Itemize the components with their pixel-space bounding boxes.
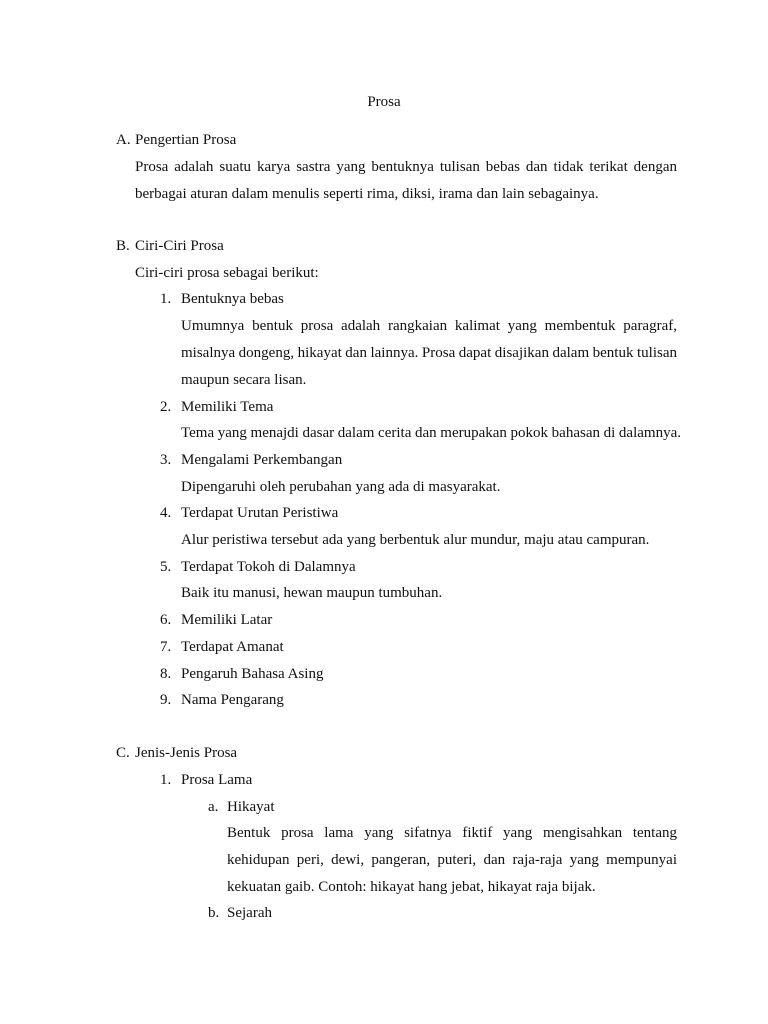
section-a-label: A.: [116, 132, 131, 148]
list-number: 5.: [160, 559, 172, 575]
list-item-title: Terdapat Urutan Peristiwa: [181, 505, 339, 521]
list-number: 1.: [160, 772, 172, 788]
list-item-title: Bentuknya bebas: [181, 291, 284, 307]
list-number: 7.: [160, 639, 172, 655]
list-number: 2.: [160, 399, 172, 415]
list-item-text: misalnya dongeng, hikayat dan lainnya. Prosa dapat disajikan dalam bentuk tulisan: [181, 345, 677, 361]
list-item-title: Memiliki Latar: [181, 612, 273, 628]
section-c-heading: Jenis-Jenis Prosa: [135, 745, 238, 761]
list-number: 8.: [160, 666, 172, 682]
list-number: 3.: [160, 452, 172, 468]
list-number: 1.: [160, 291, 172, 307]
sublist-text: Bentuk prosa lama yang sifatnya fiktif yang mengisahkan tentang: [227, 825, 677, 841]
section-b-heading: Ciri-Ciri Prosa: [135, 238, 224, 254]
list-item-text: Dipengaruhi oleh perubahan yang ada di masyarakat.: [181, 479, 501, 495]
section-c-label: C.: [116, 745, 130, 761]
list-item-title: Prosa Lama: [181, 772, 253, 788]
section-b-label: B.: [116, 238, 130, 254]
sublist-title: Sejarah: [227, 905, 272, 921]
sublist-text: kehidupan peri, dewi, pangeran, puteri, dan raja-raja yang mempunyai: [227, 852, 677, 868]
list-item-text: Alur peristiwa tersebut ada yang berbentuk alur mundur, maju atau campuran.: [181, 532, 650, 548]
list-item-title: Terdapat Amanat: [181, 639, 284, 655]
list-item-title: Terdapat Tokoh di Dalamnya: [181, 559, 356, 575]
list-number: 6.: [160, 612, 172, 628]
list-item-text: Baik itu manusi, hewan maupun tumbuhan.: [181, 585, 443, 601]
list-number: 4.: [160, 505, 172, 521]
list-item-title: Mengalami Perkembangan: [181, 452, 343, 468]
list-item-title: Memiliki Tema: [181, 399, 274, 415]
list-item-title: Pengaruh Bahasa Asing: [181, 666, 324, 682]
list-item-text: Umumnya bentuk prosa adalah rangkaian kalimat yang membentuk paragraf,: [181, 318, 677, 334]
sublist-title: Hikayat: [227, 799, 275, 815]
sublist-letter: a.: [208, 799, 219, 815]
paragraph-line: berbagai aturan dalam menulis seperti rima, diksi, irama dan lain sebagainya.: [135, 186, 599, 202]
section-a-heading: Pengertian Prosa: [135, 132, 237, 148]
section-b-intro: Ciri-ciri prosa sebagai berikut:: [135, 265, 319, 281]
list-number: 9.: [160, 692, 172, 708]
sublist-text: kekuatan gaib. Contoh: hikayat hang jebat, hikayat raja bijak.: [227, 879, 596, 895]
sublist-letter: b.: [208, 905, 220, 921]
page-title: Prosa: [367, 94, 401, 110]
list-item-text: maupun secara lisan.: [181, 372, 307, 388]
list-item-text: Tema yang menajdi dasar dalam cerita dan merupakan pokok bahasan di dalamnya.: [181, 425, 681, 441]
list-item-title: Nama Pengarang: [181, 692, 284, 708]
paragraph-line: Prosa adalah suatu karya sastra yang bentuknya tulisan bebas dan tidak terikat dengan: [135, 159, 677, 175]
